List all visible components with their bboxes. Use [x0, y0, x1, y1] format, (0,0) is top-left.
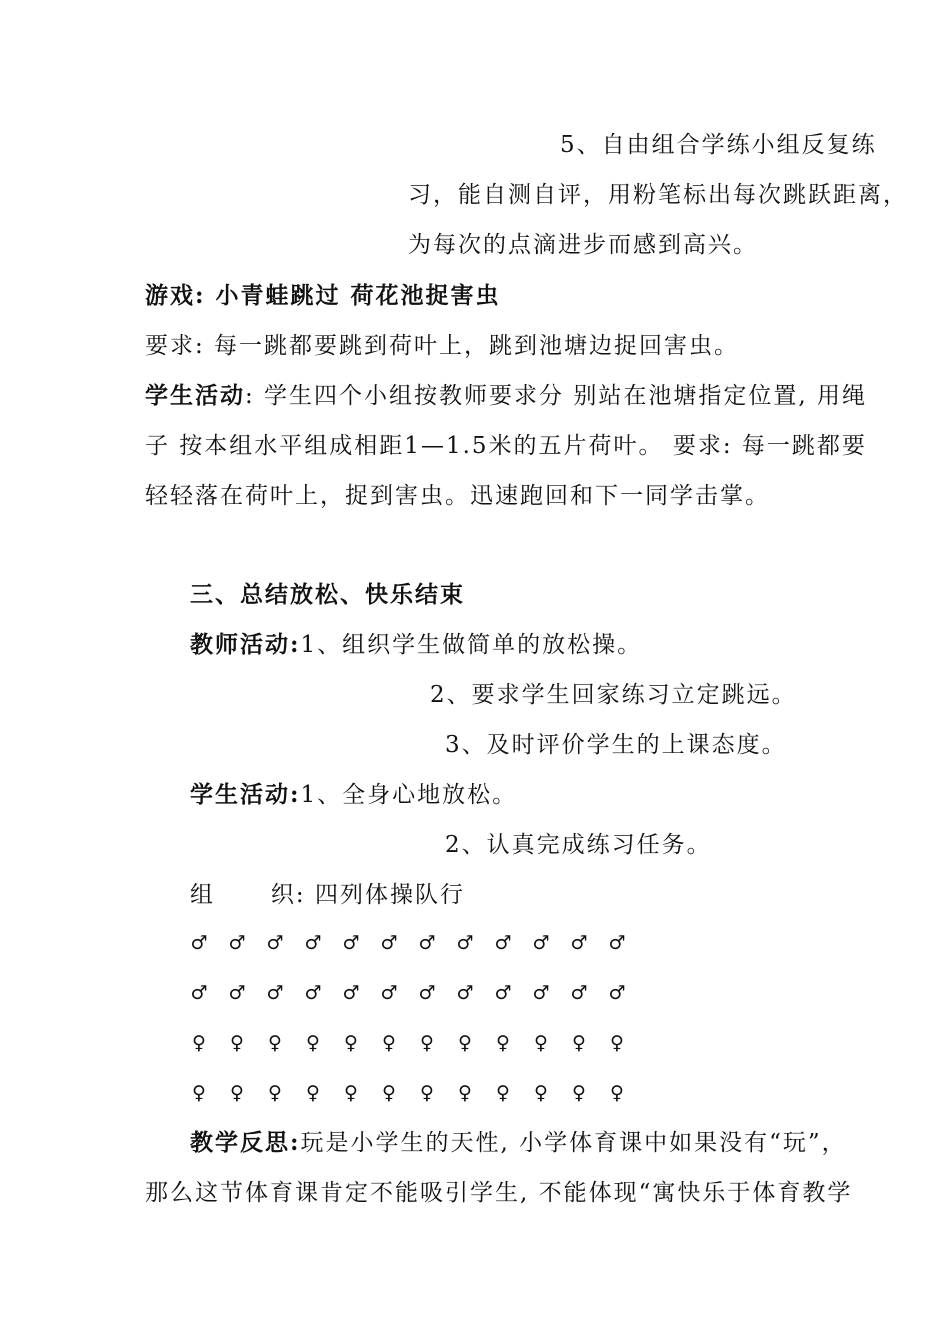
male-symbol-icon: ♂	[494, 932, 512, 954]
female-symbol-icon: ♀	[382, 1032, 396, 1054]
male-symbol-icon: ♂	[190, 982, 208, 1004]
formation-row-girls-2	[190, 1078, 626, 1108]
formation-row-boys-1	[190, 928, 626, 958]
male-symbol-icon: ♂	[380, 982, 398, 1004]
reflection-label: 教学反思:	[190, 1129, 301, 1156]
organization-label: 组 织:	[190, 882, 306, 908]
female-symbol-icon: ♀	[420, 1032, 434, 1054]
female-symbol-icon: ♀	[230, 1082, 244, 1104]
female-symbol-icon: ♀	[534, 1032, 548, 1054]
organization-line	[190, 880, 465, 910]
male-symbol-icon: ♂	[342, 932, 360, 954]
male-symbol-icon: ♂	[266, 982, 284, 1004]
student-activity-line-3: 轻轻落在荷叶上，捉到害虫。迅速跑回和下一同学击掌。	[145, 483, 770, 509]
male-symbol-icon: ♂	[418, 932, 436, 954]
male-symbol-icon: ♂	[608, 982, 626, 1004]
female-symbol-icon: ♀	[420, 1082, 434, 1104]
game-requirement: 要求: 每一跳都要跳到荷叶上，跳到池塘边捉回害虫。	[145, 333, 740, 359]
female-symbol-icon: ♀	[268, 1082, 282, 1104]
female-symbol-icon: ♀	[344, 1032, 358, 1054]
game-title: 游戏: 小青蛙跳过 荷花池捉害虫	[145, 282, 501, 309]
student-activity-line-2: 子 按本组水平组成相距1—1.5米的五片荷叶。 要求: 每一跳都要	[145, 433, 867, 459]
male-symbol-icon: ♂	[608, 932, 626, 954]
male-symbol-icon: ♂	[532, 982, 550, 1004]
female-symbol-icon: ♀	[306, 1032, 320, 1054]
female-symbol-icon: ♀	[534, 1082, 548, 1104]
formation-row-boys-2	[190, 978, 626, 1008]
reflection-line	[190, 1128, 847, 1158]
female-symbol-icon: ♀	[610, 1032, 624, 1054]
reflection-text-2: 那么这节体育课肯定不能吸引学生, 不能体现“寓快乐于体育教学	[145, 1180, 853, 1206]
student-activity-label: 学生活动	[145, 382, 245, 409]
female-symbol-icon: ♀	[458, 1082, 472, 1104]
male-symbol-icon: ♂	[380, 932, 398, 954]
female-symbol-icon: ♀	[458, 1032, 472, 1054]
teacher-activity-line	[190, 630, 642, 660]
male-symbol-icon: ♂	[266, 932, 284, 954]
male-symbol-icon: ♂	[190, 932, 208, 954]
male-symbol-icon: ♂	[494, 982, 512, 1004]
section-heading: 三、总结放松、快乐结束	[190, 581, 465, 608]
male-symbol-icon: ♂	[228, 982, 246, 1004]
student-activity-2-line	[190, 780, 517, 810]
female-symbol-icon: ♀	[192, 1082, 206, 1104]
male-symbol-icon: ♂	[532, 932, 550, 954]
male-symbol-icon: ♂	[304, 982, 322, 1004]
student-activity-text: : 学生四个小组按教师要求分 别站在池塘指定位置, 用绳	[245, 383, 867, 409]
female-symbol-icon: ♀	[268, 1032, 282, 1054]
female-symbol-icon: ♀	[344, 1082, 358, 1104]
male-symbol-icon: ♂	[418, 982, 436, 1004]
step-5-continued: 习，能自测自评，用粉笔标出每次跳跃距离，	[408, 182, 908, 208]
female-symbol-icon: ♀	[382, 1082, 396, 1104]
student-activity-2-item-2: 2、认真完成练习任务。	[445, 832, 712, 858]
female-symbol-icon: ♀	[572, 1082, 586, 1104]
formation-row-girls-1	[190, 1028, 626, 1058]
step-5-line: 5、自由组合学练小组反复练	[560, 132, 877, 158]
student-activity-2-item-1: 1、全身心地放松。	[300, 782, 518, 808]
male-symbol-icon: ♂	[304, 932, 322, 954]
female-symbol-icon: ♀	[192, 1032, 206, 1054]
male-symbol-icon: ♂	[456, 982, 474, 1004]
reflection-text-1: 玩是小学生的天性, 小学体育课中如果没有“玩”，	[300, 1130, 847, 1156]
step-5-end: 为每次的点滴进步而感到高兴。	[408, 232, 758, 258]
female-symbol-icon: ♀	[230, 1032, 244, 1054]
teacher-activity-label: 教师活动:	[190, 631, 301, 658]
teacher-activity-item-1: 1、组织学生做简单的放松操。	[300, 632, 643, 658]
female-symbol-icon: ♀	[306, 1082, 320, 1104]
organization-text: 四列体操队行	[314, 882, 465, 908]
female-symbol-icon: ♀	[572, 1032, 586, 1054]
male-symbol-icon: ♂	[456, 932, 474, 954]
student-activity-paragraph	[145, 381, 867, 411]
teacher-activity-item-2: 2、要求学生回家练习立定跳远。	[430, 682, 797, 708]
student-activity-2-label: 学生活动:	[190, 781, 301, 808]
female-symbol-icon: ♀	[610, 1082, 624, 1104]
male-symbol-icon: ♂	[570, 982, 588, 1004]
teacher-activity-item-3: 3、及时评价学生的上课态度。	[445, 732, 787, 758]
female-symbol-icon: ♀	[496, 1032, 510, 1054]
male-symbol-icon: ♂	[342, 982, 360, 1004]
female-symbol-icon: ♀	[496, 1082, 510, 1104]
male-symbol-icon: ♂	[570, 932, 588, 954]
male-symbol-icon: ♂	[228, 932, 246, 954]
